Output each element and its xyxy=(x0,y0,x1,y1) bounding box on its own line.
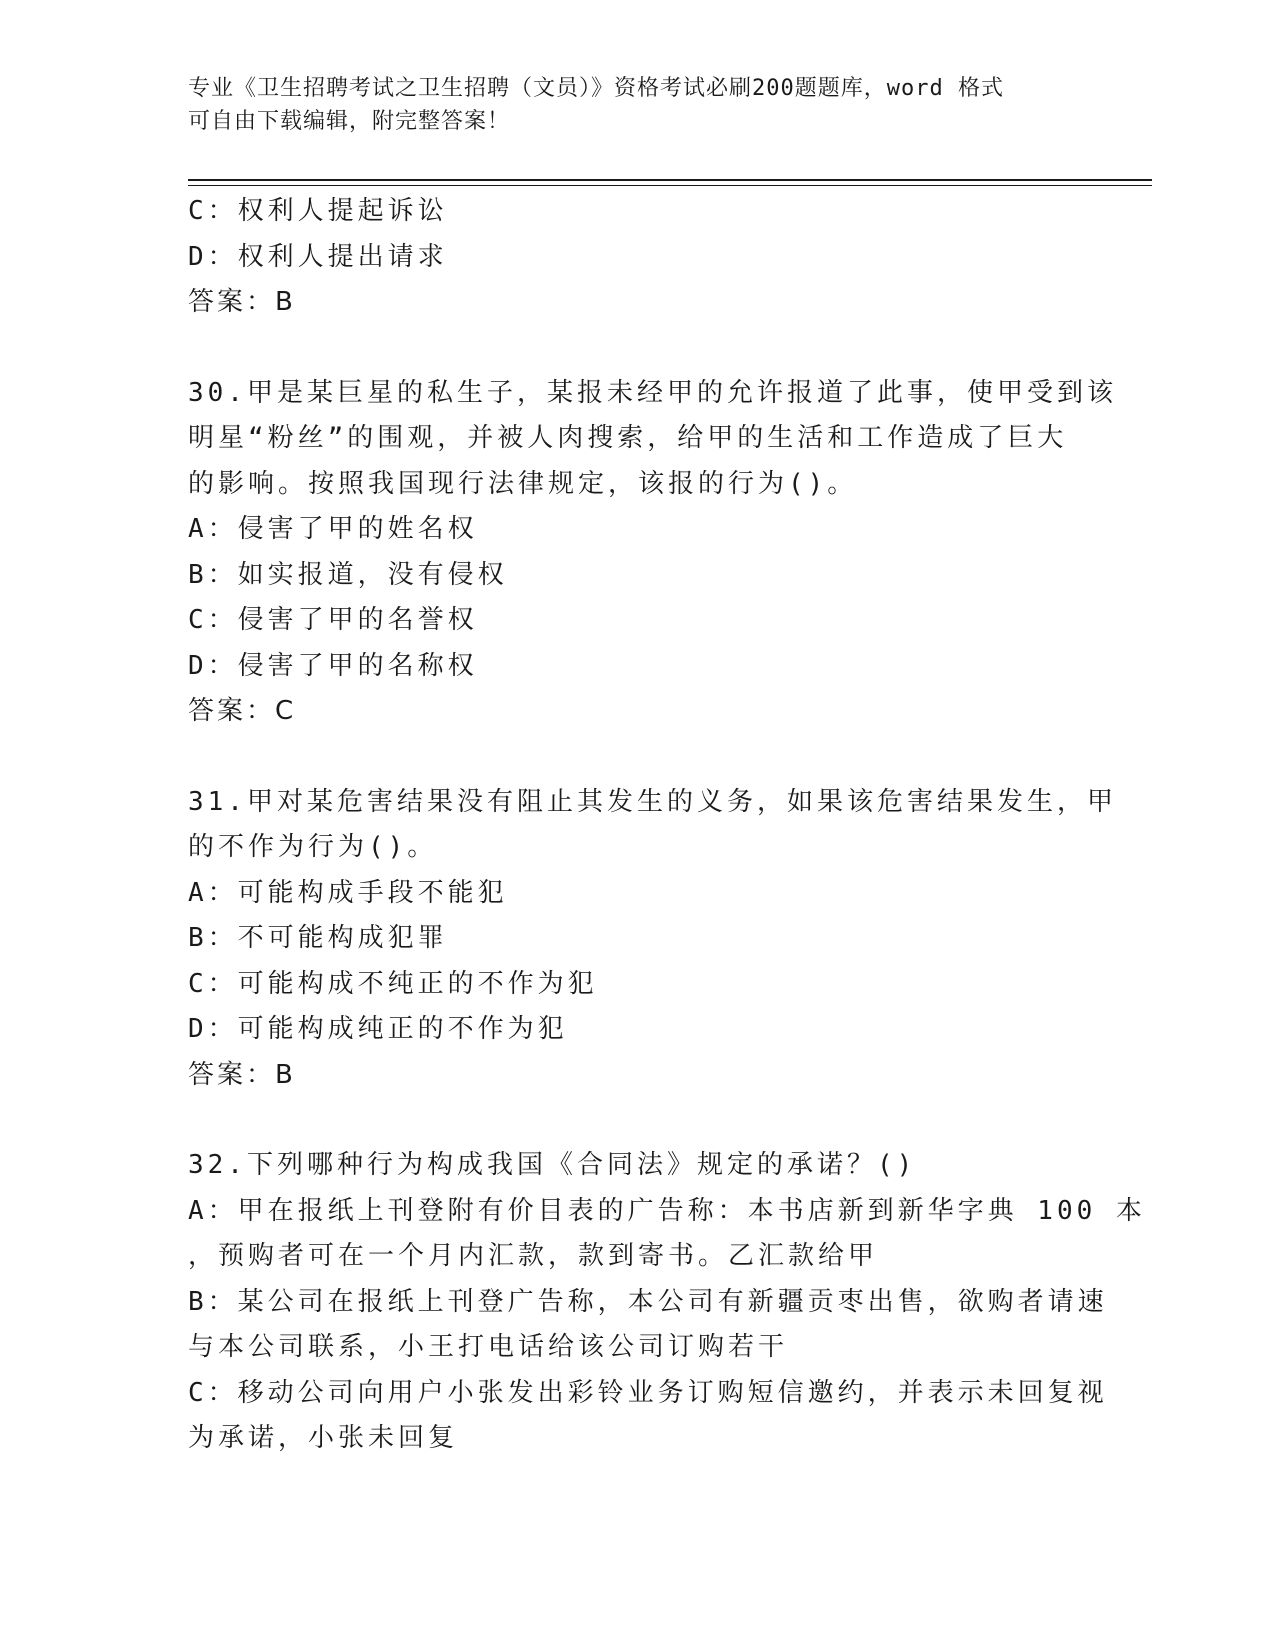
option-c: C：可能构成不纯正的不作为犯 xyxy=(188,968,598,999)
header-title-line1: 专业《卫生招聘考试之卫生招聘（文员）》资格考试必刷200题题库，word 格式 xyxy=(188,76,1004,101)
header-divider-thin xyxy=(188,185,1152,186)
question-31 xyxy=(188,780,1117,1099)
option-a: A：可能构成手段不能犯 xyxy=(188,877,508,908)
question-30 xyxy=(188,371,1117,735)
option-c: C：移动公司向用户小张发出彩铃业务订购短信邀约，并表示未回复视 xyxy=(188,1377,1108,1408)
option-d: D：权利人提出请求 xyxy=(188,241,448,272)
answer: 答案：B xyxy=(188,1059,296,1090)
option-c: C：侵害了甲的名誉权 xyxy=(188,605,478,635)
question-stem: 的影响。按照我国现行法律规定，该报的行为()。 xyxy=(188,468,858,499)
question-stem: 31.甲对某危害结果没有阻止其发生的义务，如果该危害结果发生，甲 xyxy=(188,786,1117,817)
question-stem: 的不作为行为()。 xyxy=(188,832,438,862)
question-29-tail xyxy=(188,189,1088,326)
option-c: C：权利人提起诉讼 xyxy=(188,196,448,226)
header-divider-thick xyxy=(188,179,1152,181)
option-a: A：甲在报纸上刊登附有价目表的广告称：本书店新到新华字典 100 本 xyxy=(188,1195,1146,1226)
option-d: D：可能构成纯正的不作为犯 xyxy=(188,1014,568,1044)
option-c-continued: 为承诺，小张未回复 xyxy=(188,1423,459,1453)
option-b-continued: 与本公司联系，小王打电话给该公司订购若干 xyxy=(188,1332,789,1362)
option-b: B：某公司在报纸上刊登广告称，本公司有新疆贡枣出售，欲购者请速 xyxy=(188,1286,1108,1317)
answer: 答案：C xyxy=(188,696,297,726)
option-a-continued: ，预购者可在一个月内汇款，款到寄书。乙汇款给甲 xyxy=(188,1241,879,1271)
option-d: D：侵害了甲的名称权 xyxy=(188,650,478,681)
answer: 答案：B xyxy=(188,287,296,317)
document-body xyxy=(188,189,1146,1462)
option-b: B：如实报道，没有侵权 xyxy=(188,559,508,590)
option-b: B：不可能构成犯罪 xyxy=(188,923,448,953)
question-stem: 明星“粉丝”的围观，并被人肉搜索，给甲的生活和工作造成了巨大 xyxy=(188,423,1068,453)
header-title-line2: 可自由下载编辑，附完整答案！ xyxy=(188,109,511,134)
page-header xyxy=(188,72,1068,138)
question-stem: 32.下列哪种行为构成我国《合同法》规定的承诺？() xyxy=(188,1150,917,1180)
option-a: A：侵害了甲的姓名权 xyxy=(188,514,478,544)
question-32 xyxy=(188,1143,1146,1462)
question-stem: 30.甲是某巨星的私生子，某报未经甲的允许报道了此事，使甲受到该 xyxy=(188,377,1117,408)
